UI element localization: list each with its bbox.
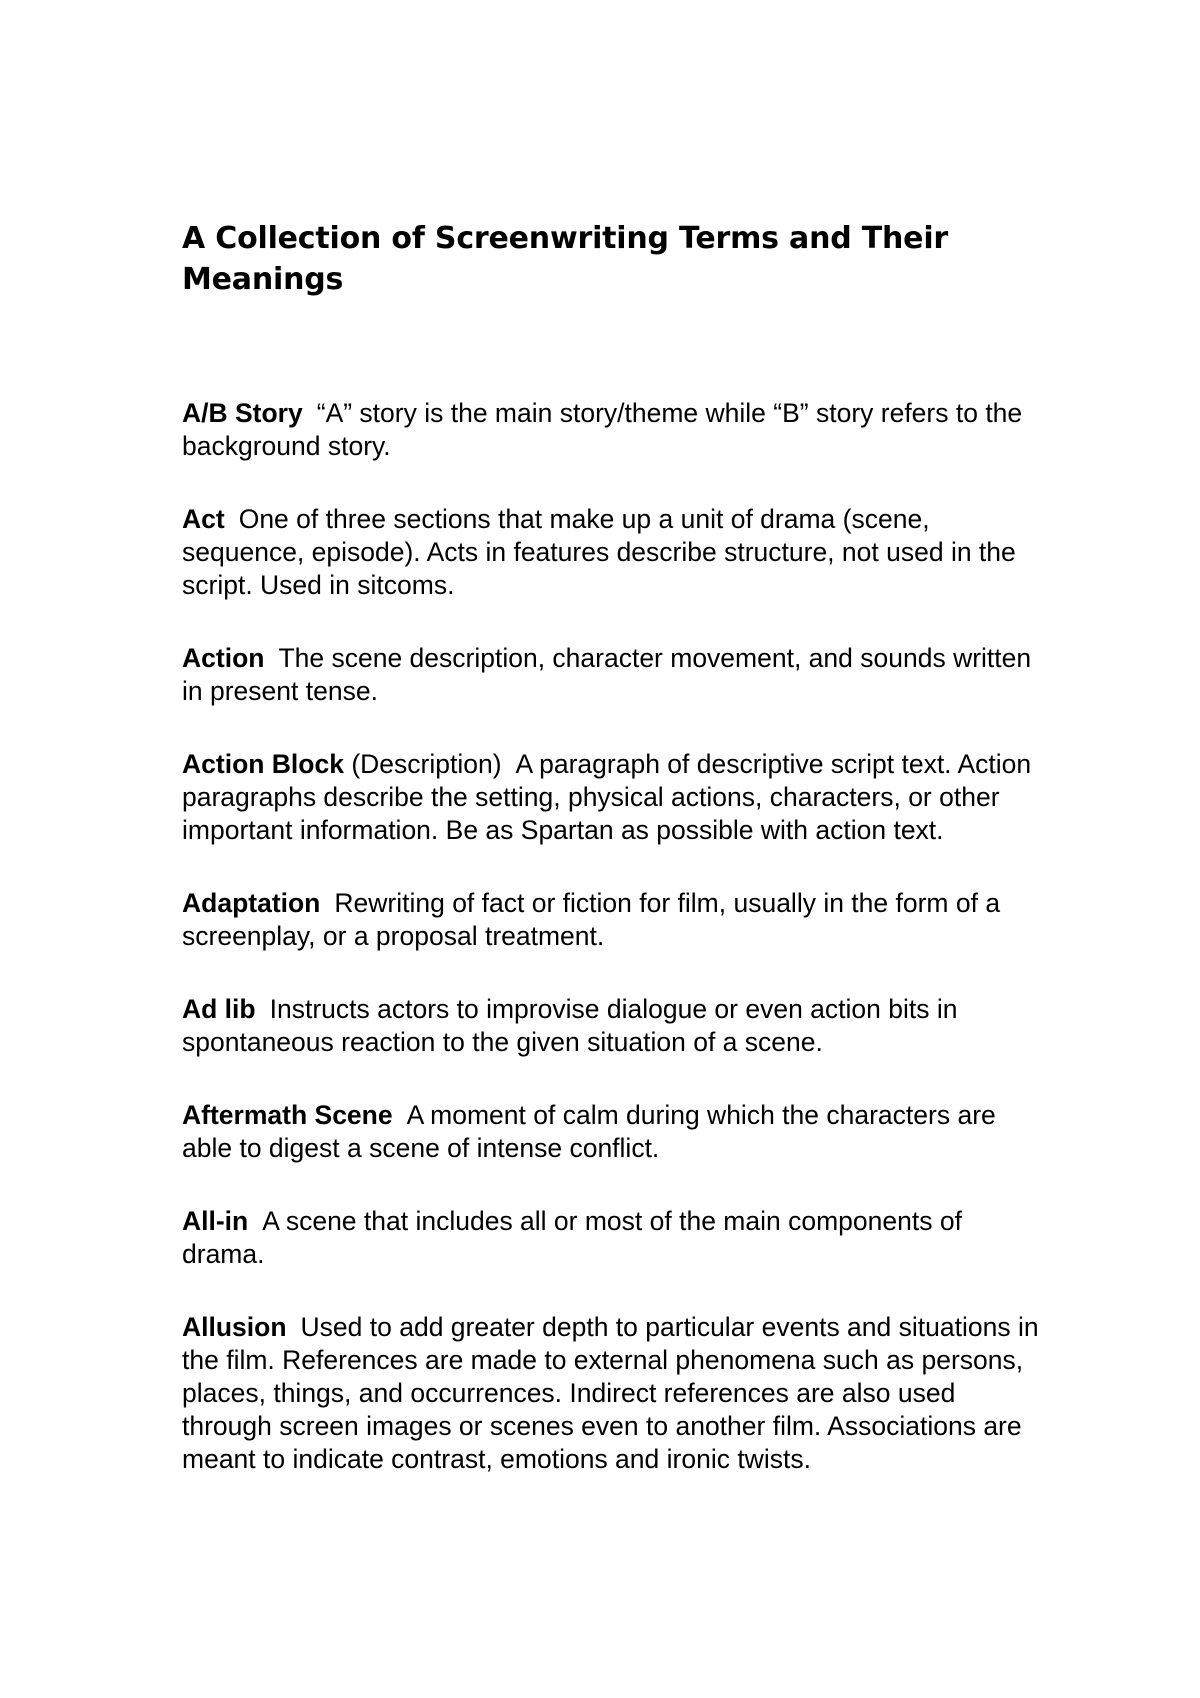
glossary-entry	[182, 887, 1042, 953]
entry-definition: One of three sections that make up a unit of drama (scene, sequence, episode). Acts in features describe structure, not used in the script. Used in sitcoms.	[182, 504, 1016, 600]
entry-qualifier: (Description)	[351, 749, 502, 779]
glossary-entry	[182, 748, 1042, 847]
entry-term: A/B Story	[182, 398, 303, 428]
entry-term: Aftermath Scene	[182, 1100, 393, 1130]
entry-definition: A scene that includes all or most of the main components of drama.	[182, 1206, 962, 1269]
entry-definition: Rewriting of fact or fiction for film, usually in the form of a screenplay, or a proposal treatment.	[182, 888, 1001, 951]
entry-definition: “A” story is the main story/theme while “B” story refers to the background story.	[182, 398, 1023, 461]
glossary-entry	[182, 642, 1042, 708]
document-title: A Collection of Screenwriting Terms and Their Meanings	[182, 221, 949, 297]
entry-term: Action Block	[182, 749, 344, 779]
entry-definition: The scene description, character movement, and sounds written in present tense.	[182, 643, 1032, 706]
glossary-entry	[182, 993, 1042, 1059]
entry-term: Action	[182, 643, 265, 673]
glossary-entry	[182, 503, 1042, 602]
entry-definition: A moment of calm during which the characters are able to digest a scene of intense conflict.	[182, 1100, 996, 1163]
entry-definition: Instructs actors to improvise dialogue or even action bits in spontaneous reaction to the given situation of a scene.	[182, 994, 958, 1057]
entry-definition: A paragraph of descriptive script text. Action paragraphs describe the setting, physical actions, characters, or other important information. Be as Spartan as possible with action text.	[182, 749, 1032, 845]
entry-term: All-in	[182, 1206, 249, 1236]
glossary-entry	[182, 1099, 1042, 1165]
entry-term: Ad lib	[182, 994, 256, 1024]
glossary-entry	[182, 1311, 1042, 1476]
glossary-entry	[182, 397, 1042, 463]
glossary-entry	[182, 1205, 1042, 1271]
entry-term: Act	[182, 504, 225, 534]
entry-definition: Used to add greater depth to particular events and situations in the film. References are made to external phenomena such as persons, places, things, and occurrences. Indirect references are also used through screen images or scenes even to another film. Associations are meant to indicate contrast, emotions and ironic twists.	[182, 1312, 1039, 1474]
entry-term: Adaptation	[182, 888, 321, 918]
entry-term: Allusion	[182, 1312, 287, 1342]
document-page	[182, 218, 1042, 1516]
